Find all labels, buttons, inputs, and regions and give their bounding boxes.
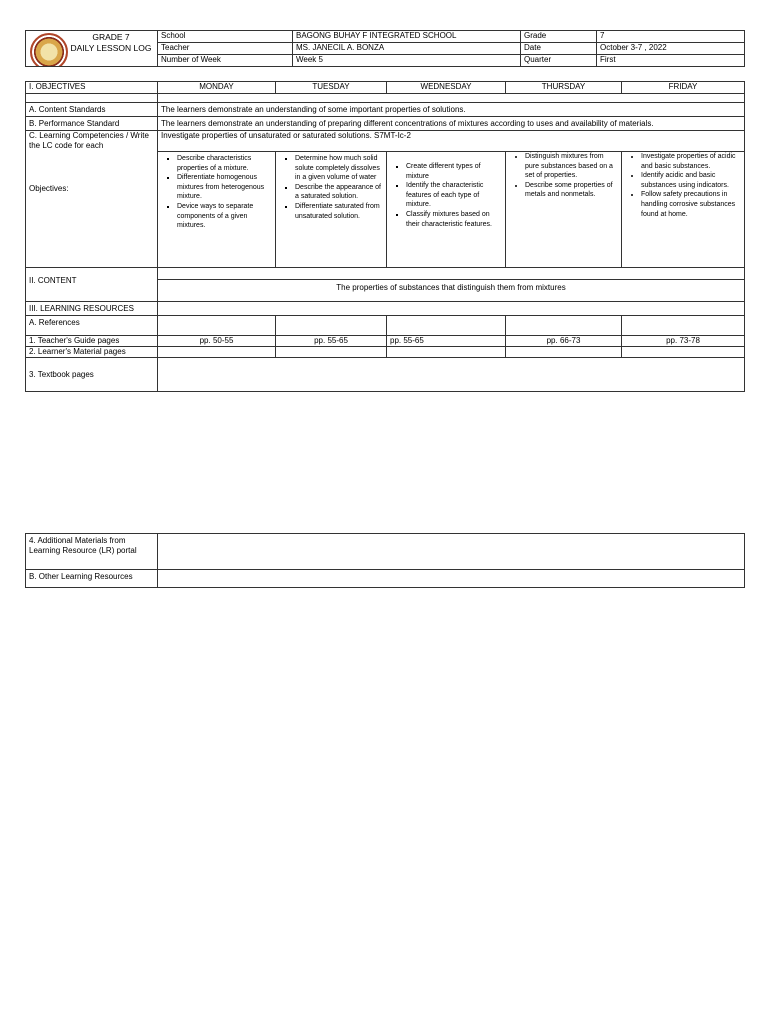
grade-line: GRADE 7 <box>92 32 130 42</box>
learners-material-label: 2. Learner's Material pages <box>26 347 158 358</box>
day-friday: FRIDAY <box>622 82 745 94</box>
tg-pages-wednesday: pp. 55-65 <box>387 336 506 347</box>
school-seal-logo <box>30 33 68 67</box>
day-thursday: THURSDAY <box>506 82 622 94</box>
list-item: • Describe some properties of metals and nonmetals. <box>525 181 618 200</box>
list-item: • Identify acidic and basic substances using indicators. <box>641 171 741 190</box>
school-value: BAGONG BUHAY F INTEGRATED SCHOOL <box>293 31 521 43</box>
quarter-label: Quarter <box>521 55 597 67</box>
teacher-label: Teacher <box>158 43 293 55</box>
list-item: ▪ Describe characteristics properties of a mixture. <box>177 154 272 173</box>
list-item: ▪ Classify mixtures based on their characteristic features. <box>406 210 502 229</box>
school-label: School <box>158 31 293 43</box>
list-item: ▪ Identify the characteristic features of each type of mixture. <box>406 181 502 210</box>
lesson-log-table <box>25 81 745 392</box>
performance-standard-text: The learners demonstrate an understanding of preparing different concentrations of mixtures according to uses and availability of materials. <box>158 117 745 131</box>
list-item: ▪ Differentiate homogenous mixtures from heterogenous mixture. <box>177 173 272 202</box>
tuesday-objectives <box>276 152 387 268</box>
tg-pages-thursday: pp. 66-73 <box>506 336 622 347</box>
additional-materials-label: 4. Additional Materials from Learning Resource (LR) portal <box>26 534 158 570</box>
textbook-pages-label: 3. Textbook pages <box>26 358 158 392</box>
day-wednesday: WEDNESDAY <box>387 82 506 94</box>
list-item: ▪ Differentiate saturated from unsaturated solution. <box>295 202 383 221</box>
teacher-value: MS. JANECIL A. BONZA <box>293 43 521 55</box>
grade-label: Grade <box>521 31 597 43</box>
content-text: The properties of substances that distinguish them from mixtures <box>158 280 745 302</box>
performance-standard-label: B. Performance Standard <box>26 117 158 131</box>
additional-resources-table <box>25 533 745 588</box>
objectives-label: Objectives: <box>26 152 158 268</box>
resources-heading: III. LEARNING RESOURCES <box>26 302 158 316</box>
list-item: ▪ Describe the appearance of a saturated solution. <box>295 183 383 202</box>
header-logo-cell <box>26 31 158 67</box>
tg-pages-tuesday: pp. 55-65 <box>276 336 387 347</box>
list-item: • Investigate properties of acidic and basic substances. <box>641 152 741 171</box>
content-heading: II. CONTENT <box>26 268 158 302</box>
quarter-value: First <box>597 55 745 67</box>
list-item: ▪ Device ways to separate components of a given mixtures. <box>177 202 272 231</box>
list-item: • Follow safety precautions in handling corrosive substances found at home. <box>641 190 741 219</box>
grade-value: 7 <box>597 31 745 43</box>
friday-objectives <box>622 152 745 268</box>
list-item: ▪ Create different types of mixture <box>406 162 502 181</box>
competencies-label: C. Learning Competencies / Write the LC code for each <box>26 131 158 152</box>
references-label: A. References <box>26 316 158 336</box>
date-value: October 3-7 , 2022 <box>597 43 745 55</box>
wednesday-objectives <box>387 152 506 268</box>
week-value: Week 5 <box>293 55 521 67</box>
day-monday: MONDAY <box>158 82 276 94</box>
tg-pages-monday: pp. 50-55 <box>158 336 276 347</box>
objectives-heading: I. OBJECTIVES <box>26 82 158 94</box>
day-tuesday: TUESDAY <box>276 82 387 94</box>
other-resources-label: B. Other Learning Resources <box>26 570 158 588</box>
teachers-guide-label: 1. Teacher's Guide pages <box>26 336 158 347</box>
daily-lesson-log-title: DAILY LESSON LOG <box>70 43 152 53</box>
header-table <box>25 30 745 67</box>
content-standards-text: The learners demonstrate an understanding of some important properties of solutions. <box>158 103 745 117</box>
competencies-text: Investigate properties of unsaturated or saturated solutions. S7MT-Ic-2 <box>158 131 745 152</box>
thursday-objectives <box>506 152 622 268</box>
list-item: • Distinguish mixtures from pure substances based on a set of properties. <box>525 152 618 181</box>
date-label: Date <box>521 43 597 55</box>
monday-objectives <box>158 152 276 268</box>
list-item: ▪ Determine how much solid solute completely dissolves in a given volume of water <box>295 154 383 183</box>
week-label: Number of Week <box>158 55 293 67</box>
tg-pages-friday: pp. 73-78 <box>622 336 745 347</box>
content-standards-label: A. Content Standards <box>26 103 158 117</box>
